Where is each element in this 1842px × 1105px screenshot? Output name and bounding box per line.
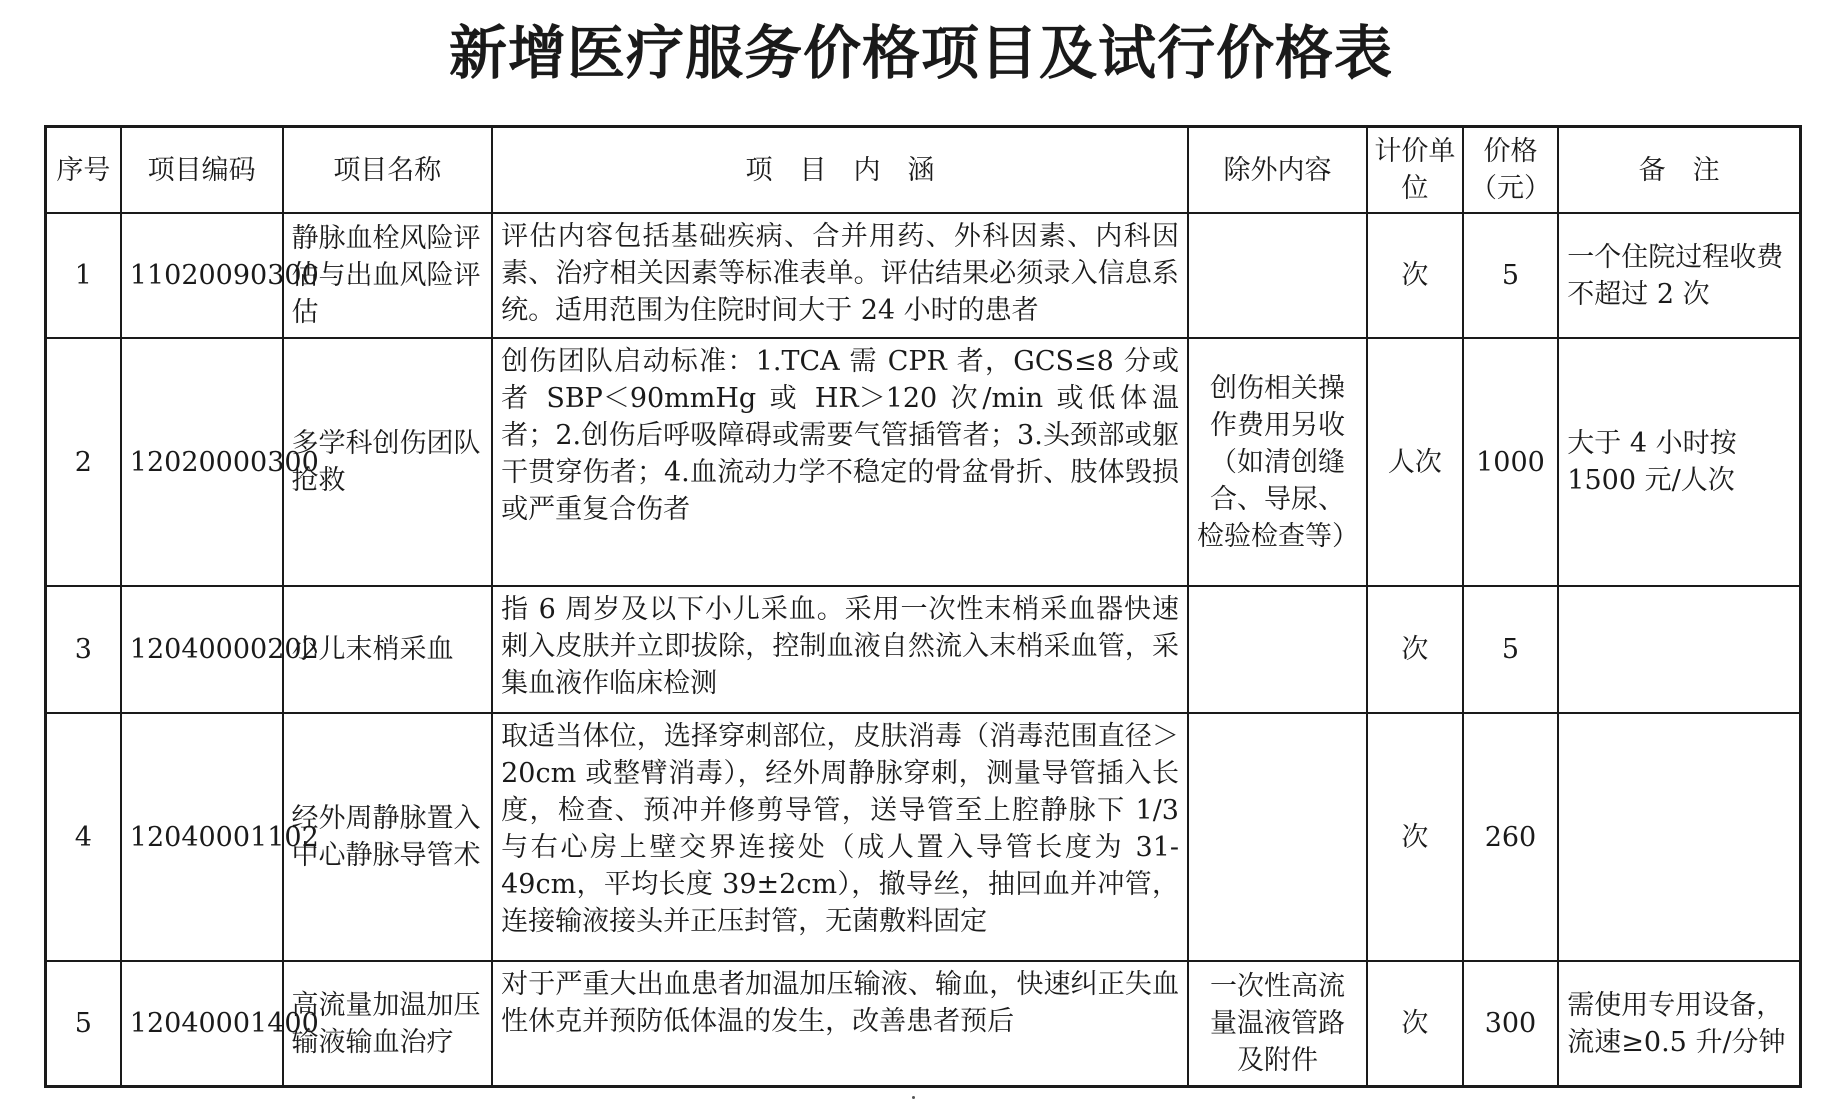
cell-unit: 次 bbox=[1367, 586, 1463, 713]
cell-price: 1000 bbox=[1463, 338, 1559, 586]
cell-price: 260 bbox=[1463, 713, 1559, 961]
cell-unit: 次 bbox=[1367, 213, 1463, 338]
cell-remarks bbox=[1558, 713, 1800, 961]
cell-content: 对于严重大出血患者加温加压输液、输血，快速纠正失血性休克并预防低体温的发生，改善患者预后 bbox=[492, 961, 1188, 1087]
page-title: 新增医疗服务价格项目及试行价格表 bbox=[448, 19, 1393, 87]
price-table bbox=[44, 125, 1802, 1088]
cell-exclusions: 一次性高流量温液管路及附件 bbox=[1188, 961, 1367, 1087]
header-price: 价格（元） bbox=[1463, 127, 1559, 214]
cell-content: 评估内容包括基础疾病、合并用药、外科因素、内科因素、治疗相关因素等标准表单。评估结果必须录入信息系统。适用范围为住院时间大于 24 小时的患者 bbox=[492, 213, 1188, 338]
header-exclusions: 除外内容 bbox=[1188, 127, 1367, 214]
cell-name: 静脉血栓风险评估与出血风险评估 bbox=[283, 213, 493, 338]
header-seq: 序号 bbox=[46, 127, 121, 214]
cell-price: 5 bbox=[1463, 586, 1559, 713]
cell-exclusions bbox=[1188, 213, 1367, 338]
cell-remarks bbox=[1558, 586, 1800, 713]
cell-seq: 3 bbox=[46, 586, 121, 713]
cell-name: 经外周静脉置入中心静脉导管术 bbox=[283, 713, 493, 961]
cell-remarks: 大于 4 小时按 1500 元/人次 bbox=[1558, 338, 1800, 586]
table-row bbox=[46, 586, 1801, 713]
cell-content: 创伤团队启动标准：1.TCA 需 CPR 者，GCS≤8 分或者 SBP＜90mmHg 或 HR＞120 次/min 或低体温者；2.创伤后呼吸障碍或需要气管插管者；3.头颈部或躯干贯穿伤者；4.血流动力学不稳定的骨盆骨折、肢体毁损或严重复合伤者 bbox=[492, 338, 1188, 586]
cell-name: 小儿末梢采血 bbox=[283, 586, 493, 713]
cell-price: 5 bbox=[1463, 213, 1559, 338]
cell-code: 12040001102 bbox=[121, 713, 283, 961]
cell-unit: 次 bbox=[1367, 961, 1463, 1087]
header-content: 项 目 内 涵 bbox=[492, 127, 1188, 214]
header-row bbox=[46, 127, 1801, 214]
cell-content: 指 6 周岁及以下小儿采血。采用一次性末梢采血器快速刺入皮肤并立即拔除，控制血液自然流入末梢采血管，采集血液作临床检测 bbox=[492, 586, 1188, 713]
cell-unit: 人次 bbox=[1367, 338, 1463, 586]
table-row bbox=[46, 338, 1801, 586]
cell-name: 高流量加温加压输液输血治疗 bbox=[283, 961, 493, 1087]
cell-content: 取适当体位，选择穿刺部位，皮肤消毒（消毒范围直径＞20cm 或整臂消毒），经外周静脉穿刺，测量导管插入长度，检查、预冲并修剪导管，送导管至上腔静脉下 1/3 与右心房上壁交界连接处（成人置入导管长度为 31-49cm，平均长度 39±2cm），撤导丝，抽回血并冲管，连接输液接头并正压封管，无菌敷料固定 bbox=[492, 713, 1188, 961]
scan-speck bbox=[912, 1096, 915, 1099]
cell-exclusions bbox=[1188, 586, 1367, 713]
cell-code: 12020000300 bbox=[121, 338, 283, 586]
cell-name: 多学科创伤团队抢救 bbox=[283, 338, 493, 586]
cell-seq: 5 bbox=[46, 961, 121, 1087]
table-row bbox=[46, 713, 1801, 961]
cell-exclusions: 创伤相关操作费用另收（如清创缝合、导尿、检验检查等） bbox=[1188, 338, 1367, 586]
cell-seq: 4 bbox=[46, 713, 121, 961]
table-row bbox=[46, 213, 1801, 338]
header-unit: 计价单位 bbox=[1367, 127, 1463, 214]
cell-exclusions bbox=[1188, 713, 1367, 961]
cell-price: 300 bbox=[1463, 961, 1559, 1087]
cell-code: 12040001400 bbox=[121, 961, 283, 1087]
cell-code: 12040000202 bbox=[121, 586, 283, 713]
table-row bbox=[46, 961, 1801, 1087]
cell-unit: 次 bbox=[1367, 713, 1463, 961]
cell-remarks: 一个住院过程收费不超过 2 次 bbox=[1558, 213, 1800, 338]
header-remarks: 备 注 bbox=[1558, 127, 1800, 214]
cell-code: 11020090300 bbox=[121, 213, 283, 338]
cell-seq: 2 bbox=[46, 338, 121, 586]
header-name: 项目名称 bbox=[283, 127, 493, 214]
cell-remarks: 需使用专用设备，流速≥0.5 升/分钟 bbox=[1558, 961, 1800, 1087]
header-code: 项目编码 bbox=[121, 127, 283, 214]
cell-seq: 1 bbox=[46, 213, 121, 338]
